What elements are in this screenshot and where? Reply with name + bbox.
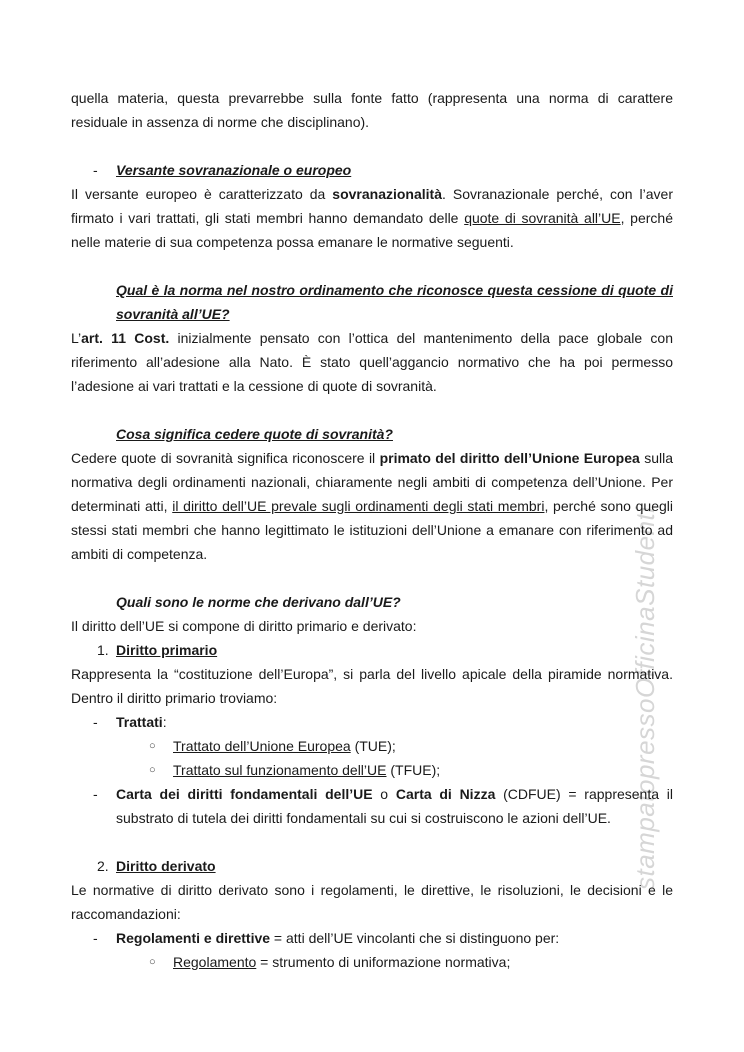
text: sulla normativa degli ordinamenti nazionali, chiaramente negli ambiti di competenza dell’Unione. Per determinati atti,	[71, 450, 673, 514]
document-page	[71, 86, 673, 974]
text: (TUE);	[350, 738, 396, 754]
trattati-label: Trattati	[116, 714, 163, 730]
underlined-diritto-prevale: il diritto dell’UE prevale sugli ordinamenti degli stati membri	[172, 498, 545, 514]
dash-bullet: -	[93, 930, 98, 946]
question-3-intro: Il diritto dell’UE si compone di diritto primario e derivato:	[71, 618, 417, 634]
bold-term-primato: primato del diritto dell’Unione Europea	[379, 450, 640, 466]
text: = atti dell’UE vincolanti che si distinguono per:	[270, 930, 560, 946]
numbered-heading-derivato	[71, 854, 673, 878]
circle-bullet-icon: ○	[149, 764, 156, 776]
question-heading-2: Cosa significa cedere quote di sovranità?	[116, 426, 393, 442]
dash-bullet: -	[93, 162, 98, 178]
dash-bullet: -	[93, 714, 98, 730]
section-versante-heading	[71, 158, 673, 182]
text: o	[372, 786, 396, 802]
primario-paragraph: Rappresenta la “costituzione dell’Europa”, si parla del livello apicale della piramide normativa. Dentro il diritto primario troviamo:	[71, 666, 673, 706]
text: (TFUE);	[386, 762, 441, 778]
list-item-regolamenti	[71, 926, 673, 950]
intro-paragraph	[71, 86, 673, 134]
text: , perché nelle materie di sua competenza possa emanare le normative seguenti.	[71, 210, 673, 250]
dash-bullet: -	[93, 786, 98, 802]
sub-list-item	[71, 758, 673, 782]
bold-term-art11: art. 11 Cost.	[81, 330, 170, 346]
intro-line-2: residuale in assenza di norme che disciplinano).	[71, 114, 370, 130]
text: inizialmente pensato con l’ottica del mantenimento della pace globale con riferimento all’adesione alla Nato. È stato quell’aggancio normativo che ha poi permesso l’adesione ai vari trattati e la cessione di quote di sovranità.	[71, 330, 673, 394]
text: Cedere quote di sovranità significa riconoscere il	[71, 450, 380, 466]
text: L’	[71, 330, 82, 346]
list-item-carta	[71, 782, 673, 830]
text: = strumento di uniformazione normativa;	[256, 954, 511, 970]
text: , perché sono quegli stessi stati membri che hanno legittimato le istituzioni dell’Unione a emanare con riferimento ad ambiti di competenza.	[71, 498, 673, 562]
watermark: stampatopressoOfficinaStudenti	[630, 506, 660, 890]
carta-nizza-label: Carta di Nizza	[395, 786, 496, 802]
circle-bullet-icon: ○	[149, 740, 156, 752]
question-heading-1: Qual è la norma nel nostro ordinamento che riconosce questa cessione di quote di sovranità all’UE?	[116, 282, 673, 322]
question-1-answer	[71, 326, 673, 398]
list-number: 2.	[97, 858, 109, 874]
carta-diritti-label: Carta dei diritti fondamentali dell’UE	[116, 786, 373, 802]
numbered-heading-primario	[71, 638, 673, 662]
regolamento-link: Regolamento	[173, 954, 257, 970]
sub-list-item	[71, 734, 673, 758]
sub-list-item	[71, 950, 673, 974]
trattato-tfue-link: Trattato sul funzionamento dell’UE	[173, 762, 387, 778]
underlined-quote-sovranita: quote di sovranità all’UE	[464, 210, 621, 226]
text: :	[162, 714, 167, 730]
question-heading-3: Quali sono le norme che derivano dall’UE?	[116, 594, 401, 610]
derivato-paragraph: Le normative di diritto derivato sono i regolamenti, le direttive, le risoluzioni, le decisioni e le raccomandazioni:	[71, 882, 673, 922]
text: Il versante europeo è caratterizzato da	[71, 186, 333, 202]
regolamenti-label: Regolamenti e direttive	[116, 930, 271, 946]
list-number: 1.	[97, 642, 109, 658]
text: (CDFUE) = rappresenta il substrato di tutela dei diritti fondamentali su cui si costruiscono le azioni dell’UE.	[116, 786, 673, 826]
versante-paragraph	[71, 182, 673, 254]
circle-bullet-icon: ○	[149, 956, 156, 968]
primario-heading-text: Diritto primario	[116, 642, 218, 658]
derivato-heading-text: Diritto derivato	[116, 858, 216, 874]
bold-term-sovranazionalita: sovranazionalità	[332, 186, 442, 202]
versante-heading-text: Versante sovranazionale o europeo	[116, 162, 352, 178]
question-2-answer	[71, 446, 673, 566]
intro-line-1: quella materia, questa prevarrebbe sulla fonte fatto (rappresenta una norma di carattere	[71, 90, 673, 106]
list-item-trattati	[71, 710, 673, 734]
trattato-tue-link: Trattato dell’Unione Europea	[173, 738, 351, 754]
text: . Sovranazionale perché, con l’aver firmato i vari trattati, gli stati membri hanno demandato delle	[71, 186, 674, 226]
